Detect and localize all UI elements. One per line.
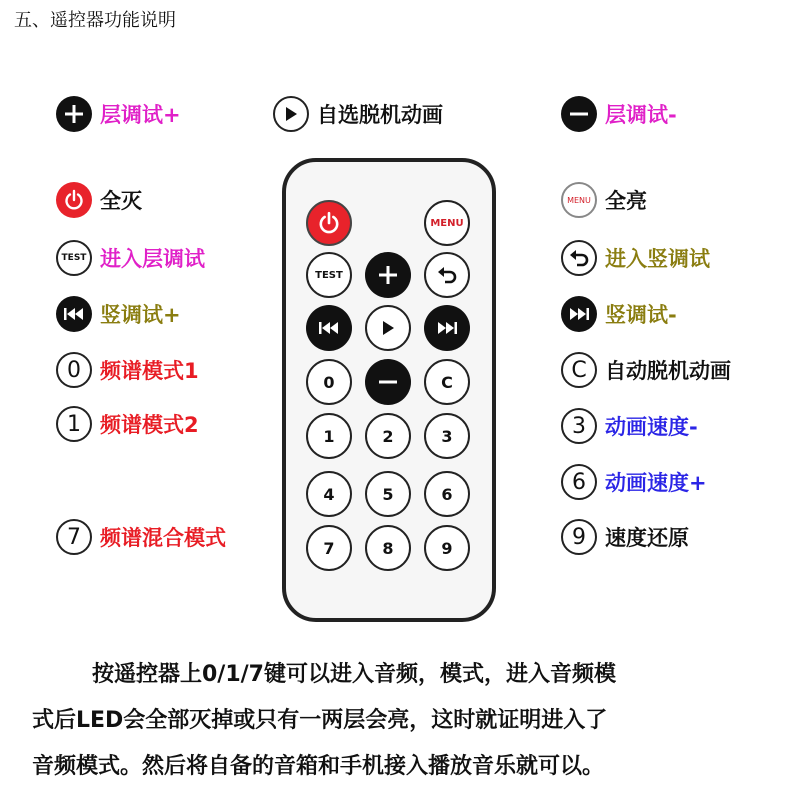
legend-zero — [56, 350, 199, 390]
remote-play-button[interactable] — [365, 305, 411, 351]
instruction-line-1: 按遥控器上0/1/7键可以进入音频，模式，进入音频模 — [92, 662, 616, 687]
legend-label: 进入竖调试 — [605, 247, 710, 271]
minus-icon — [561, 96, 597, 132]
digit-9-icon: 9 — [561, 519, 597, 555]
digit-1-icon: 1 — [56, 406, 92, 442]
legend-label: 动画速度+ — [605, 471, 707, 495]
section-title: 五、遥控器功能说明 — [14, 10, 176, 31]
digit-6-icon: 6 — [561, 464, 597, 500]
remote-6-button[interactable]: 6 — [424, 471, 470, 517]
remote-9-button[interactable]: 9 — [424, 525, 470, 571]
legend-label: 全灭 — [100, 189, 142, 213]
legend-label: 自动脱机动画 — [605, 359, 731, 383]
digit-3-icon: 3 — [561, 408, 597, 444]
remote-2-button[interactable]: 2 — [365, 413, 411, 459]
power-icon — [56, 182, 92, 218]
legend-c — [561, 350, 731, 390]
legend-label: 频谱混合模式 — [100, 526, 226, 550]
legend-back — [561, 238, 710, 278]
plus-icon — [56, 96, 92, 132]
legend-label: 自选脱机动画 — [317, 103, 443, 127]
legend-power — [56, 180, 142, 220]
legend-three — [561, 406, 698, 446]
remote-5-button[interactable]: 5 — [365, 471, 411, 517]
legend-label: 频谱模式1 — [100, 359, 199, 383]
legend-label: 竖调试- — [605, 303, 677, 327]
remote-control — [282, 158, 496, 622]
back-icon — [561, 240, 597, 276]
legend-label: 层调试+ — [100, 103, 181, 127]
remote-minus-button[interactable] — [365, 359, 411, 405]
play-icon — [273, 96, 309, 132]
digit-7-icon: 7 — [56, 519, 92, 555]
legend-plus — [56, 94, 181, 134]
c-icon: C — [561, 352, 597, 388]
remote-rewind-button[interactable] — [306, 305, 352, 351]
legend-minus — [561, 94, 677, 134]
rewind-icon — [56, 296, 92, 332]
remote-4-button[interactable]: 4 — [306, 471, 352, 517]
legend-nine — [561, 517, 689, 557]
menu-icon: MENU — [561, 182, 597, 218]
legend-play — [273, 94, 443, 134]
legend-label: 进入层调试 — [100, 247, 205, 271]
legend-label: 频谱模式2 — [100, 413, 199, 437]
remote-menu-button[interactable]: MENU — [424, 200, 470, 246]
test-icon: TEST — [56, 240, 92, 276]
remote-3-button[interactable]: 3 — [424, 413, 470, 459]
instruction-line-2: 式后LED会全部灭掉或只有一两层会亮，这时就证明进入了 — [32, 708, 608, 733]
remote-1-button[interactable]: 1 — [306, 413, 352, 459]
remote-power-button[interactable] — [306, 200, 352, 246]
legend-rewind — [56, 294, 181, 334]
legend-test — [56, 238, 205, 278]
remote-7-button[interactable]: 7 — [306, 525, 352, 571]
remote-0-button[interactable]: 0 — [306, 359, 352, 405]
remote-plus-button[interactable] — [365, 252, 411, 298]
remote-8-button[interactable]: 8 — [365, 525, 411, 571]
legend-label: 全亮 — [605, 189, 647, 213]
remote-back-button[interactable] — [424, 252, 470, 298]
legend-six — [561, 462, 707, 502]
legend-ffwd — [561, 294, 677, 334]
remote-ffwd-button[interactable] — [424, 305, 470, 351]
legend-one — [56, 404, 199, 444]
fast-forward-icon — [561, 296, 597, 332]
remote-test-button[interactable]: TEST — [306, 252, 352, 298]
legend-label: 层调试- — [605, 103, 677, 127]
legend-label: 竖调试+ — [100, 303, 181, 327]
legend-label: 速度还原 — [605, 526, 689, 550]
legend-label: 动画速度- — [605, 415, 698, 439]
remote-c-button[interactable]: C — [424, 359, 470, 405]
legend-seven — [56, 517, 226, 557]
legend-menu — [561, 180, 647, 220]
digit-0-icon: 0 — [56, 352, 92, 388]
instruction-line-3: 音频模式。然后将自备的音箱和手机接入播放音乐就可以。 — [32, 754, 605, 779]
